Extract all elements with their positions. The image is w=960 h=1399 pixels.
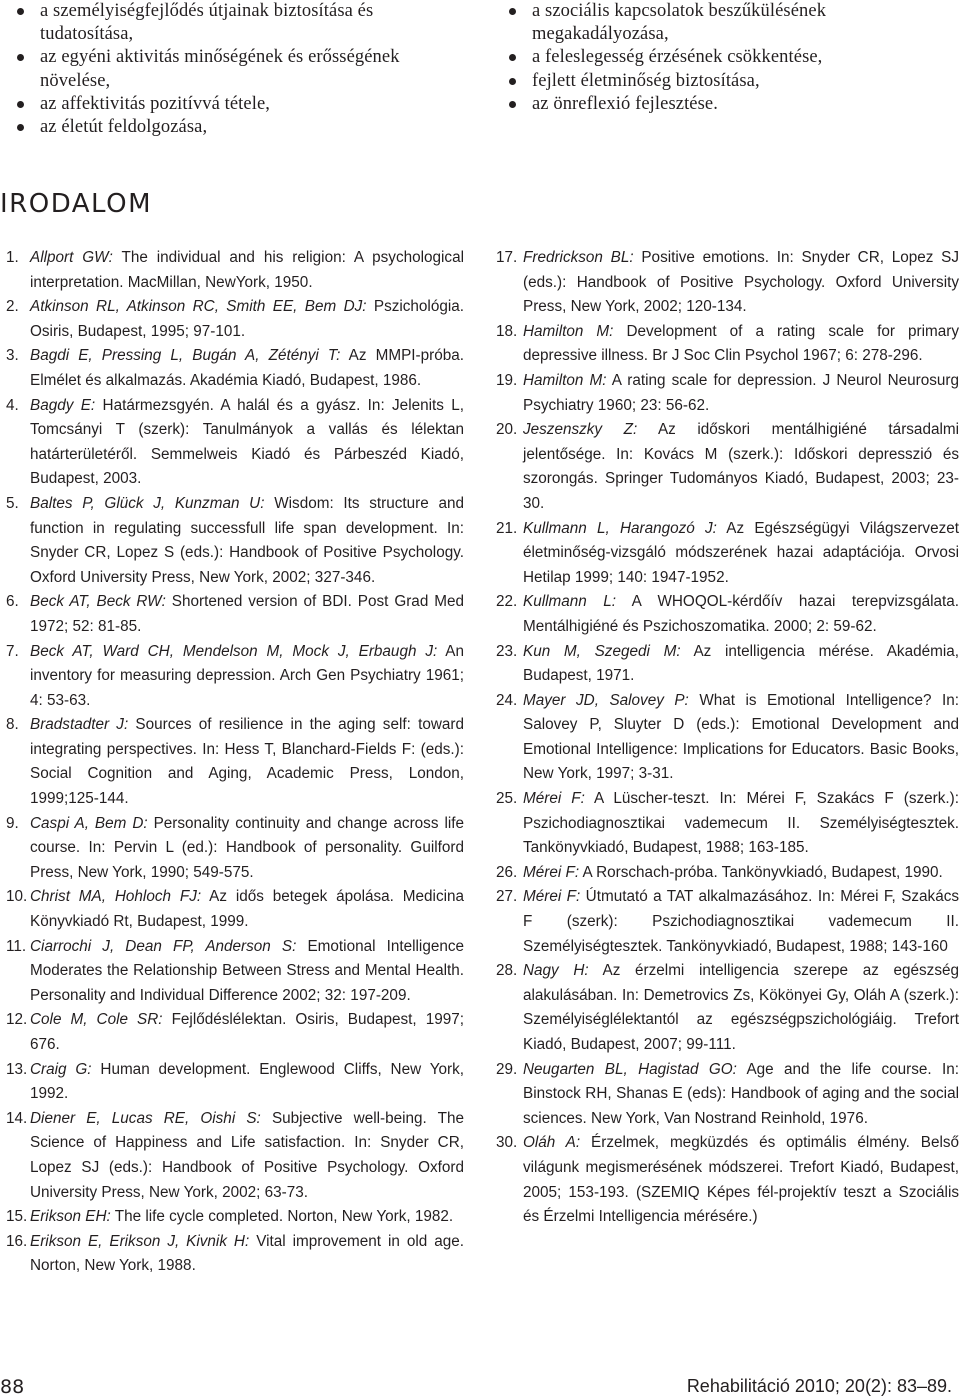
reference-number: 10. (6, 888, 28, 906)
reference-item (0, 885, 464, 934)
reference-authors: Kun M, Szegedi M: (523, 642, 681, 660)
bullet-dot-icon (17, 54, 24, 61)
bullet-text: fejlett életminőség biztosítása, (532, 70, 760, 91)
reference-item (0, 1008, 464, 1057)
reference-item (496, 787, 959, 861)
reference-authors: Beck AT, Beck RW: (30, 593, 166, 611)
reference-item (0, 812, 464, 886)
reference-authors: Diener E, Lucas RE, Oishi S: (30, 1109, 261, 1127)
reference-text: Az Egészségügyi Világszervezet életminőség-vizsgáló módszerének hazai adaptációja. Orvosi Hetilap 1999; 140: 1947-1952. (523, 519, 959, 586)
bullet-dot-icon (509, 101, 516, 108)
reference-authors: Bagdi E, Pressing L, Bugán A, Zétényi T: (30, 347, 341, 365)
reference-text: Fejlődéslélektan. Osiris, Budapest, 1997; 676. (30, 1011, 464, 1053)
bullet-text: a szociális kapcsolatok beszűkülésének megakadályozása, (532, 1, 827, 45)
reference-authors: Kullmann L, Harangozó J: (523, 519, 717, 537)
reference-item (0, 1107, 464, 1205)
reference-authors: Bradstadter J: (30, 716, 129, 734)
reference-item (496, 246, 959, 320)
reference-number: 13. (6, 1060, 28, 1078)
reference-number: 22. (496, 593, 518, 611)
reference-text: Subjective well-being. The Science of Happiness and Life satisfaction. In: Snyder CR, Lopez SJ (eds.): Handbook of Positive Psychology. Oxford University Press, New York, 2002; 63-73. (30, 1109, 465, 1201)
reference-authors: Erikson E, Erikson J, Kivnik H: (30, 1232, 250, 1250)
reference-text: Az érzelmi intelligencia szerepe az egészség alakulásában. In: Demetrovics Zs, Kökönyei Gy, Oláh A (szerk.): Személyiséglélektantól az egészségpszichológiáig. Trefort Kiadó, Budapest, 2007; 99-111. (523, 962, 959, 1053)
reference-authors: Baltes P, Glück J, Kunzman U: (30, 494, 265, 512)
reference-text: Az időskori mentálhigiéné társadalmi jelentősége. In: Kovács M (szerk.): Időskori depresszió és szorongás. Springer Tudományos Kiadó, Budapest, 2003; 23-30. (523, 421, 959, 512)
reference-text: Development of a rating scale for primary depressive illness. Br J Soc Clin Psychol 1967; 6: 278-296. (523, 322, 959, 365)
bullet-item (14, 116, 470, 139)
reference-authors: Jeszenszky Z: (523, 421, 638, 439)
bullet-dot-icon (17, 101, 24, 108)
reference-authors: Mérei F: (523, 790, 585, 808)
reference-item (0, 295, 464, 344)
reference-number: 2. (6, 298, 19, 316)
bullet-dot-icon (509, 78, 516, 85)
reference-item (0, 1205, 464, 1230)
reference-text: A WHOQOL-kérdőív hazai terepvizsgálata. Mentálhigiéné és Pszichoszomatika. 2000; 2: 59-62. (523, 593, 960, 635)
reference-number: 14. (6, 1109, 28, 1127)
reference-authors: Atkinson RL, Atkinson RC, Smith EE, Bem DJ: (30, 298, 367, 316)
bullet-item (506, 0, 946, 46)
reference-number: 7. (6, 642, 19, 660)
bullet-dot-icon (509, 54, 516, 61)
reference-text: Wisdom: Its structure and function in regulating successfull life span development. In: Snyder CR, Lopez S (eds.): Handbook of Positive Psychology. Oxford University Press, New York, 2002; 327-346. (30, 494, 465, 586)
reference-number: 8. (6, 716, 19, 734)
reference-text: A Lüscher-teszt. In: Mérei F, Szakács F (szerk.): Pszichodiagnosztikai vademecum II. Személyiségtesztek. Tankönyvkiadó, Budapest, 1988; 163-185. (523, 790, 960, 857)
reference-number: 5. (6, 494, 19, 512)
reference-number: 25. (496, 790, 518, 808)
reference-text: Positive emotions. In: Snyder CR, Lopez SJ (eds.): Handbook of Positive Psychology. Oxford University Press, New York, 2002; 120-134. (523, 249, 960, 316)
bullet-dot-icon (17, 124, 24, 131)
reference-item (496, 1131, 959, 1229)
reference-list-right (496, 246, 959, 1230)
bullet-dot-icon (509, 8, 516, 15)
reference-authors: Cole M, Cole SR: (30, 1011, 163, 1029)
reference-item (496, 320, 959, 369)
reference-authors: Mérei F: (523, 888, 581, 906)
reference-text: Az idős betegek ápolása. Medicina Könyvkiadó Rt, Budapest, 1999. (30, 888, 465, 931)
bullet-item (506, 46, 946, 69)
reference-item (496, 369, 959, 418)
reference-number: 30. (496, 1134, 518, 1152)
reference-item (496, 885, 959, 959)
reference-item (0, 935, 464, 1009)
reference-item (496, 689, 959, 787)
reference-authors: Mérei F: (523, 863, 580, 881)
reference-number: 24. (496, 691, 518, 709)
reference-authors: Erikson EH: (30, 1208, 111, 1226)
reference-authors: Neugarten BL, Hagistad GO: (523, 1060, 737, 1078)
reference-item (496, 959, 959, 1057)
reference-number: 27. (496, 888, 518, 906)
reference-number: 15. (6, 1208, 28, 1226)
reference-text: Határmezsgyén. A halál és a gyász. In: Jelenits L, Tomcsányi T (szerk): Tanulmányok a vallás és lélektan határterületéről. Semmelweis Kiadó és Párbeszéd Kiadó, Budapest, 2003. (30, 396, 465, 488)
bullet-list-left (14, 0, 470, 139)
reference-text: Human development. Englewood Cliffs, New York, 1992. (30, 1060, 465, 1103)
bullet-text: az affektivitás pozitívvá tétele, (40, 93, 270, 114)
bullet-list-right (506, 0, 946, 116)
reference-list-left (0, 246, 464, 1279)
reference-item (0, 394, 464, 492)
reference-authors: Hamilton M: (523, 371, 607, 389)
reference-number: 26. (496, 863, 518, 881)
reference-text: An inventory for measuring depression. Arch Gen Psychiatry 1961; 4: 53-63. (30, 642, 464, 709)
reference-item (496, 640, 959, 689)
bullet-item (506, 70, 946, 93)
reference-number: 6. (6, 593, 19, 611)
reference-authors: Oláh A: (523, 1134, 581, 1152)
reference-number: 11. (6, 937, 27, 955)
reference-text: Personality continuity and change across life course. In: Pervin L (ed.): Handbook of personality. Guilford Press, New York, 1990; 549-575. (30, 814, 464, 881)
reference-number: 20. (496, 421, 518, 439)
bullet-text: az egyéni aktivitás minőségének és erősségének növelése, (40, 47, 400, 91)
reference-item (0, 640, 464, 714)
reference-item (0, 344, 464, 393)
reference-text: Vital improvement in old age. Norton, New York, 1988. (30, 1232, 464, 1275)
reference-text: Shortened version of BDI. Post Grad Med 1972; 52: 81-85. (30, 593, 464, 635)
reference-item (0, 590, 464, 639)
reference-number: 23. (496, 642, 518, 660)
reference-item (496, 861, 959, 886)
reference-item (0, 492, 464, 590)
reference-item (496, 1058, 959, 1132)
bullet-text: a feleslegesség érzésének csökkentése, (532, 47, 823, 68)
reference-text: Pszichológia. Osiris, Budapest, 1995; 97-101. (30, 298, 465, 340)
reference-item (496, 517, 959, 591)
reference-text: The life cycle completed. Norton, New York, 1982. (114, 1208, 454, 1226)
bullet-item (14, 46, 470, 92)
reference-text: A Rorschach-próba. Tankönyvkiadó, Budapest, 1990. (582, 863, 943, 881)
reference-text: Az intelligencia mérése. Akadémia, Budapest, 1971. (523, 642, 959, 685)
bullet-item (14, 0, 470, 46)
reference-authors: Mayer JD, Salovey P: (523, 691, 689, 709)
reference-authors: Allport GW: (30, 249, 113, 266)
reference-item (0, 1058, 464, 1107)
journal-citation: Rehabilitáció 2010; 20(2): 83–89. (686, 1376, 952, 1396)
reference-text: Sources of resilience in the aging self: toward integrating perspectives. In: Hess T, Blanchard-Fields F: (eds.): Social Cognition and Aging, Academic Press, London, 1999;125-144. (30, 716, 464, 808)
reference-number: 1. (6, 249, 19, 266)
reference-number: 21. (496, 519, 518, 537)
reference-authors: Christ MA, Hohloch FJ: (30, 888, 202, 906)
bullet-item (506, 93, 946, 116)
reference-text: Emotional Intelligence Moderates the Relationship Between Stress and Mental Health. Personality and Individual Difference 2002; 32: 197-209. (30, 937, 464, 1004)
bullet-text: az önreflexió fejlesztése. (532, 93, 718, 114)
section-title: IRODALOM (0, 189, 153, 219)
reference-item (496, 418, 959, 516)
reference-item (496, 590, 959, 639)
reference-authors: Craig G: (30, 1060, 92, 1078)
reference-number: 29. (496, 1060, 518, 1078)
reference-number: 17. (496, 249, 518, 266)
reference-item (0, 246, 464, 295)
reference-authors: Beck AT, Ward CH, Mendelson M, Mock J, Erbaugh J: (30, 642, 438, 660)
reference-authors: Fredrickson BL: (523, 249, 634, 266)
bullet-text: a személyiségfejlődés útjainak biztosítása és tudatosítása, (40, 1, 374, 45)
reference-authors: Caspi A, Bem D: (30, 814, 148, 832)
reference-number: 28. (496, 962, 518, 980)
reference-authors: Kullmann L: (523, 593, 616, 611)
reference-text: The individual and his religion: A psychological interpretation. MacMillan, NewYork, 1950. (30, 249, 464, 291)
bullet-text: az életút feldolgozása, (40, 117, 208, 138)
reference-number: 18. (496, 322, 518, 340)
reference-authors: Hamilton M: (523, 322, 614, 340)
reference-item (0, 713, 464, 811)
reference-number: 4. (6, 396, 19, 414)
reference-text: A rating scale for depression. J Neurol Neurosurg Psychiatry 1960; 23: 56-62. (523, 371, 960, 414)
reference-authors: Ciarrochi J, Dean FP, Anderson S: (30, 937, 297, 955)
reference-item (0, 1230, 464, 1279)
reference-number: 16. (6, 1232, 28, 1250)
reference-text: Útmutató a TAT alkalmazásához. In: Mérei F, Szakács F (szerk): Pszichodiagnosztikai vademecum II. Személyiségtesztek. Tankönyvkiadó, Budapest, 1988; 143-160 (523, 888, 960, 955)
reference-text: What is Emotional Intelligence? In: Salovey P, Sluyter D (eds.): Emotional Development and Emotional Intelligence: Implications for Educators. Basic Books, New York, 1997; 3-31. (523, 691, 959, 783)
reference-number: 19. (496, 371, 518, 389)
reference-number: 3. (6, 347, 19, 365)
bullet-dot-icon (17, 8, 24, 15)
bullet-item (14, 93, 470, 116)
reference-number: 9. (6, 814, 19, 832)
reference-number: 12. (6, 1011, 28, 1029)
reference-text: Age and the life course. In: Binstock RH, Shanas E (eds): Handbook of aging and the social sciences. New York, Van Nostrand Reinhold, 1976. (523, 1060, 960, 1127)
reference-text: Érzelmek, megküzdés és optimális élmény. Belső világunk megismerésének módszerei. Trefort Kiadó, Budapest, 2005; 153-193. (SZEMIQ Képes fél-projektív teszt a Szociális és Érzelmi Intelligencia mérésére.) (523, 1134, 960, 1226)
reference-authors: Nagy H: (523, 962, 589, 980)
page-number: 88 (0, 1376, 25, 1398)
reference-text: Az MMPI-próba. Elmélet és alkalmazás. Akadémia Kiadó, Budapest, 1986. (30, 347, 464, 389)
reference-authors: Bagdy E: (30, 396, 96, 414)
